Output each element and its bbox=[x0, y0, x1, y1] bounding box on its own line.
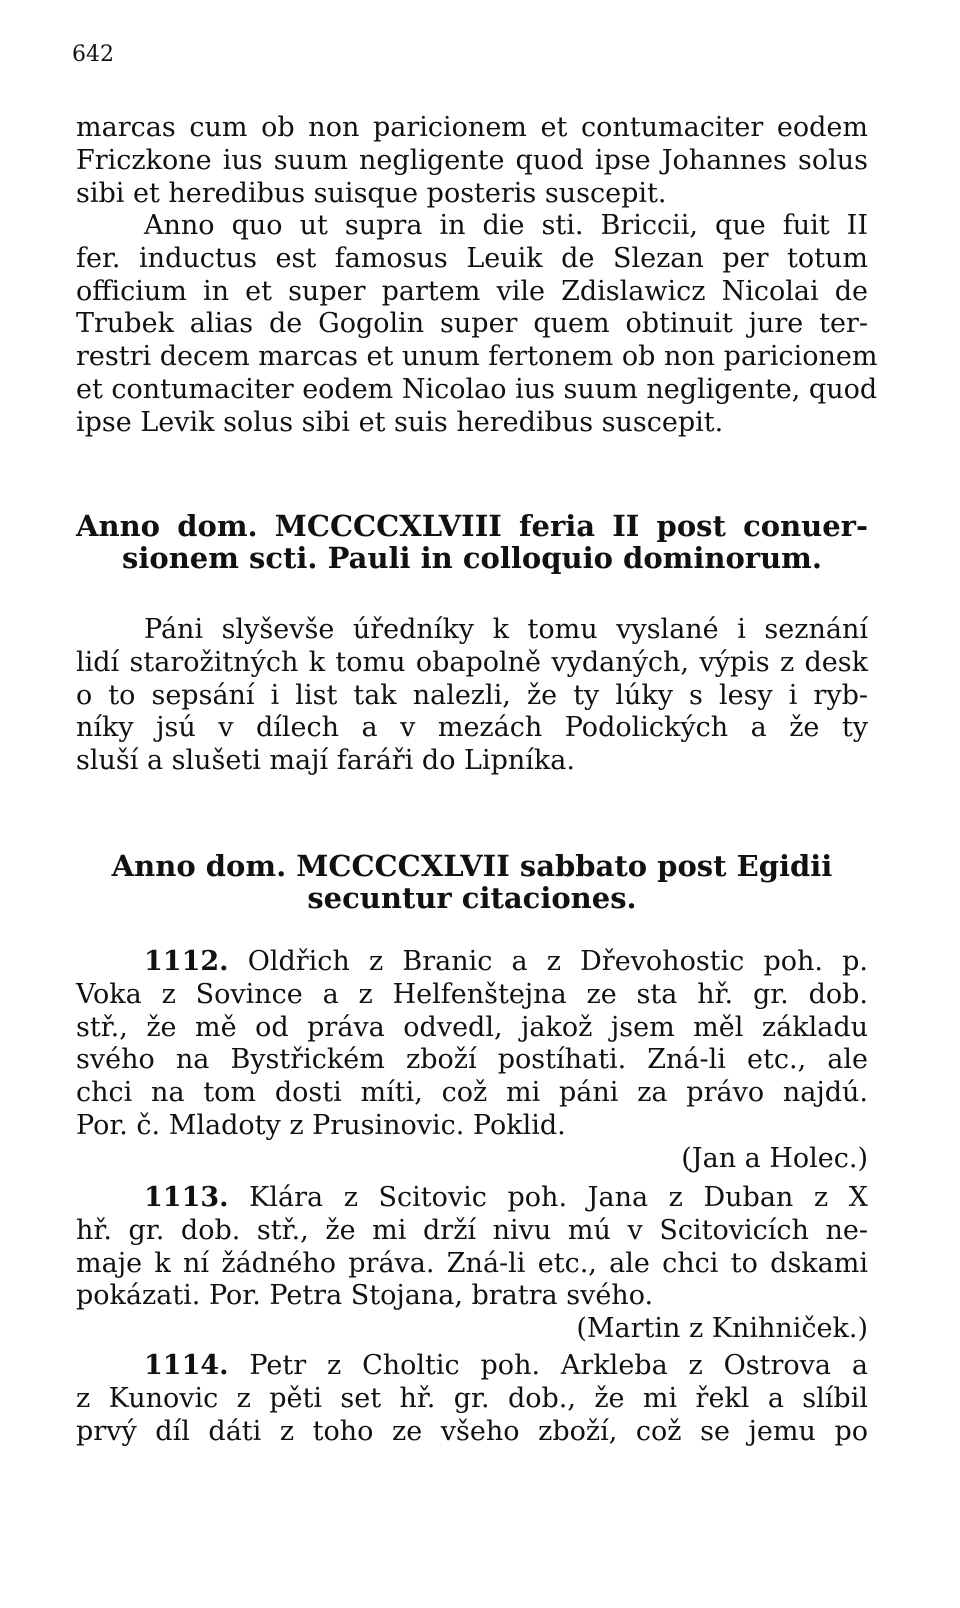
text-line: Trubek alias de Gogolin super quem obtinuit jure ter- bbox=[76, 308, 868, 340]
entry-first-line bbox=[76, 1350, 868, 1383]
entry-1113 bbox=[76, 1182, 868, 1346]
paragraph-1 bbox=[76, 112, 868, 210]
entry-text: Petr z Choltic poh. Arkleba z Ostrova a bbox=[228, 1350, 868, 1381]
text-line: lidí starožitných k tomu obapolně vydaných, výpis z desk bbox=[76, 646, 868, 678]
entry-number: 1112. bbox=[144, 946, 229, 977]
heading-line: sionem scti. Pauli in colloquio dominorum. bbox=[122, 541, 822, 575]
text-line: pokázati. Por. Petra Stojana, bratra svého. bbox=[76, 1280, 654, 1312]
entry-number: 1113. bbox=[144, 1182, 229, 1213]
text-line: Friczkone ius suum negligente quod ipse Johannes solus bbox=[76, 144, 868, 176]
text-line: fer. inductus est famosus Leuik de Slezan per totum bbox=[76, 242, 868, 274]
text-line: Páni slyševše úředníky k tomu vyslané i seznání bbox=[144, 614, 868, 645]
text-line: stř., že mě od práva odvedl, jakož jsem měl základu bbox=[76, 1011, 868, 1043]
text-line: maje k ní žádného práva. Zná-li etc., ale chci to dskami bbox=[76, 1247, 868, 1279]
text-line: svého na Bystřickém zboží postíhati. Zná-li etc., ale bbox=[76, 1044, 868, 1076]
text-line: et contumaciter eodem Nicolao ius suum negligente, quod bbox=[76, 373, 878, 405]
witness-note: (Martin z Knihniček.) bbox=[576, 1313, 868, 1345]
witness-note: (Jan a Holec.) bbox=[681, 1142, 868, 1174]
entry-1112 bbox=[76, 946, 868, 1176]
entry-number: 1114. bbox=[144, 1350, 229, 1381]
text-line: níky jsú v dílech a v mezách Podolických a že ty bbox=[76, 712, 868, 744]
text-line: Voka z Sovince a z Helfenštejna ze sta hř. gr. dob. bbox=[76, 978, 868, 1010]
text-line: officium in et super partem vile Zdislawicz Nicolai de bbox=[76, 275, 868, 307]
entry-text: Klára z Scitovic poh. Jana z Duban z X bbox=[228, 1182, 868, 1213]
heading-line: Anno dom. MCCCCXLVIII feria II post conuer- bbox=[76, 509, 868, 543]
text-line: Por. č. Mladoty z Prusinovic. Poklid. bbox=[76, 1109, 566, 1141]
paragraph-2 bbox=[76, 210, 878, 440]
text-line: z Kunovic z pěti set hř. gr. dob., že mi řekl a slíbil bbox=[76, 1382, 868, 1414]
text-line: ipse Levik solus sibi et suis heredibus suscepit. bbox=[76, 406, 724, 438]
entry-1114 bbox=[76, 1350, 868, 1448]
entry-first-line bbox=[76, 1182, 868, 1215]
text-line: o to sepsání i list tak nalezli, že ty lúky s lesy i ryb- bbox=[76, 679, 868, 711]
section-heading-1 bbox=[76, 510, 868, 574]
page-number: 642 bbox=[72, 42, 114, 67]
heading-line: secuntur citaciones. bbox=[307, 881, 637, 915]
heading-line: Anno dom. MCCCCXLVII sabbato post Egidii bbox=[111, 849, 833, 883]
text-line: hř. gr. dob. stř., že mi drží nivu mú v Scitovicích ne- bbox=[76, 1214, 868, 1246]
text-line: sibi et heredibus suisque posteris suscepit. bbox=[76, 177, 667, 209]
text-line: chci na tom dosti míti, což mi páni za právo najdú. bbox=[76, 1077, 868, 1109]
entry-first-line bbox=[76, 946, 868, 979]
text-line: prvý díl dáti z toho ze všeho zboží, což se jemu po bbox=[76, 1415, 868, 1447]
text-line: marcas cum ob non paricionem et contumaciter eodem bbox=[76, 112, 868, 143]
entry-text: Oldřich z Branic a z Dřevohostic poh. p. bbox=[228, 946, 868, 977]
section-heading-2 bbox=[76, 850, 868, 914]
text-line: Anno quo ut supra in die sti. Briccii, que fuit II bbox=[144, 210, 868, 241]
text-line: restri decem marcas et unum fertonem ob non paricionem bbox=[76, 341, 878, 373]
paragraph-3 bbox=[76, 614, 868, 778]
text-line: sluší a slušeti mají faráři do Lipníka. bbox=[76, 745, 575, 777]
